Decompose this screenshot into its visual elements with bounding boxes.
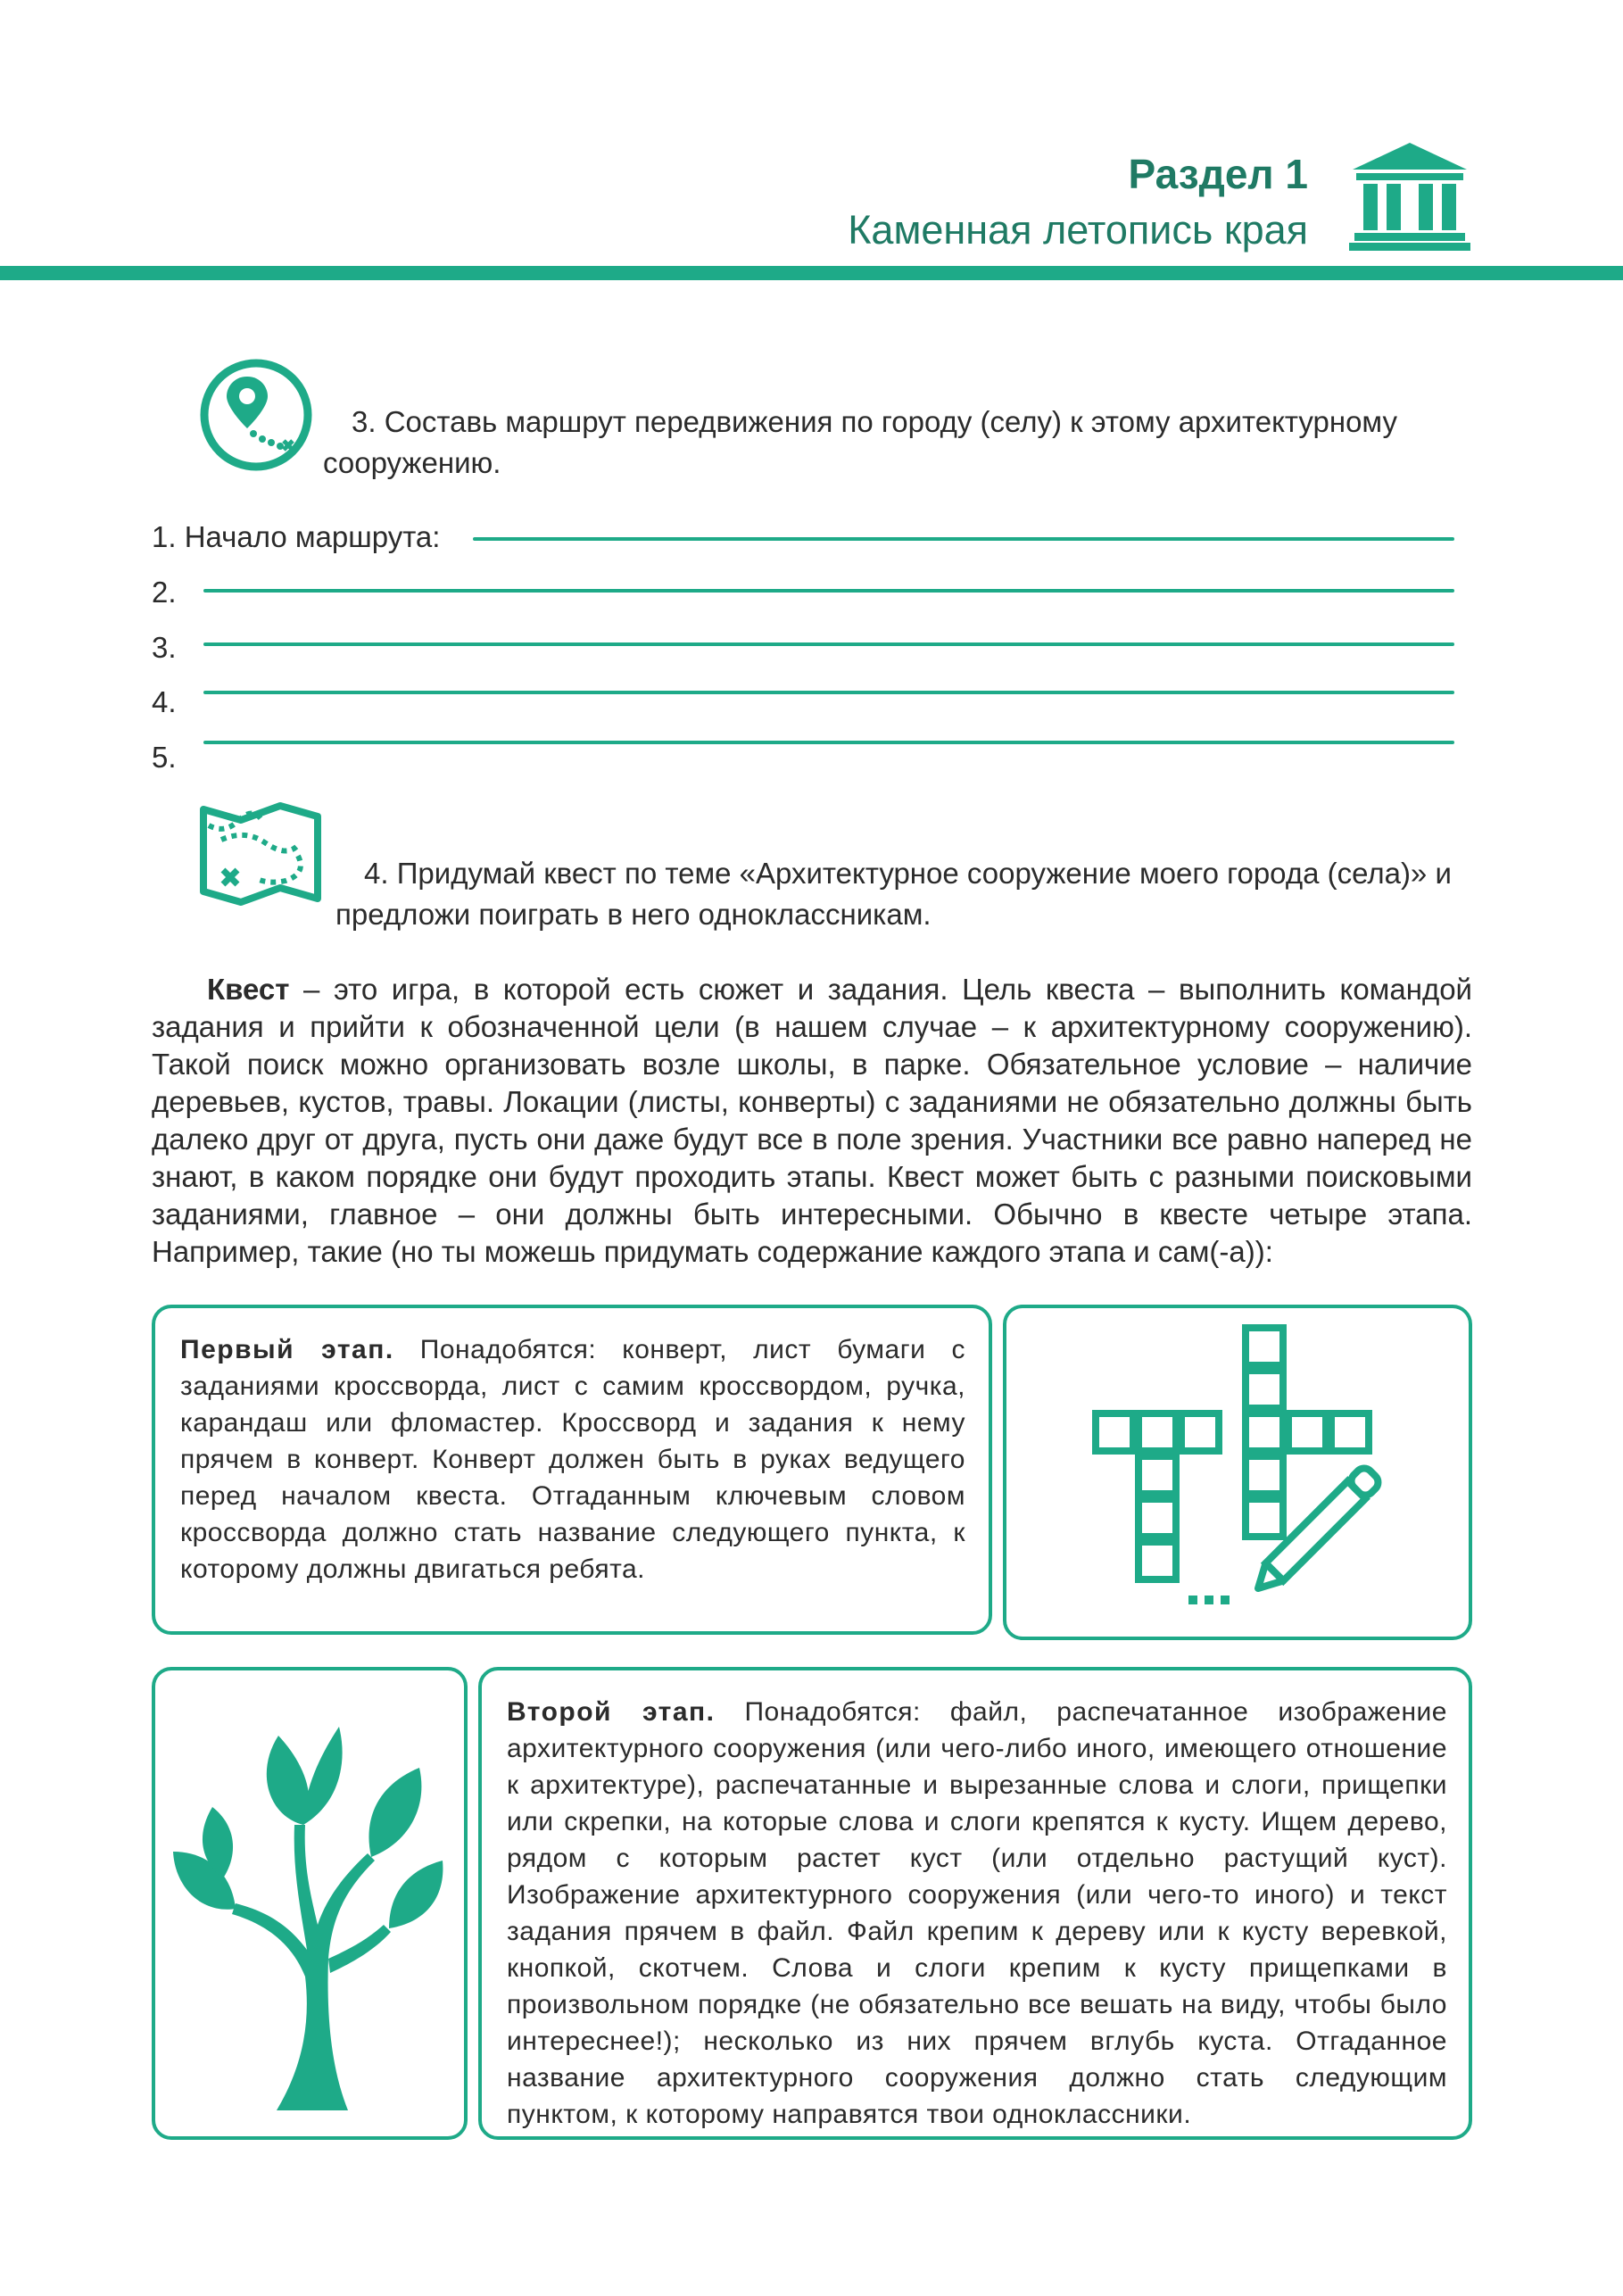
tree-icon: [170, 1691, 455, 2115]
quest-paragraph: [152, 971, 1472, 1271]
route-line-3[interactable]: [203, 642, 1454, 646]
route-item-3: 3.: [152, 631, 177, 664]
route-item-4: 4.: [152, 685, 177, 718]
header-bar: [0, 266, 1623, 280]
route-item-1: 1. Начало маршрута:: [152, 520, 441, 553]
route-item-5: 5.: [152, 741, 177, 774]
quest-term: Квест: [207, 973, 290, 1006]
route-map-pin-icon: [198, 357, 314, 473]
route-item-2: 2.: [152, 576, 177, 609]
section-number: Раздел 1: [1128, 151, 1308, 197]
stage2-title: Второй этап.: [507, 1697, 716, 1727]
quest-text: – это игра, в которой есть сюжет и задания. Цель квеста – выполнить командой задания и прийти к обозначенной цели (в нашем случае – к архитектурному сооружению). Такой поиск можно организовать возле школы, в парке. Обязательное условие – наличие деревьев, кустов, травы. Локации (листы, конверты) с заданиями не обязательно должны быть далеко друг от друга, пусть они даже будут все в поле зрения. Участники все равно наперед не знают, в каком порядке они будут проходить этапы. Квест может быть с разными поисковыми заданиями, главное – они должны быть интересными. Обычно в квесте четыре этапа. Например, такие (но ты можешь придумать содержание каждого этапа и сам(-а)):: [152, 973, 1472, 1268]
stage1-title: Первый этап.: [180, 1335, 394, 1364]
treasure-map-icon: [198, 799, 323, 910]
stage1-body: Понадобятся: конверт, лист бумаги с заданиями кроссворда, лист с самим кроссвордом, ручка, карандаш или фломастер. Кроссворд и задания к нему прячем в конверт. Конверт должен быть в руках ведущего перед началом квеста. Отгаданным ключевым словом кроссворда должно стать название следующего пункта, к которому должны двигаться ребята.: [180, 1335, 965, 1584]
task4-text: 4. Придумай квест по теме «Архитектурное сооружение моего города (села)» и предложи поиграть в него одноклассникам.: [335, 857, 1452, 931]
temple-icon: [1347, 139, 1472, 251]
stage1-text: [180, 1331, 965, 1587]
crossword-pencil-icon: [1089, 1321, 1392, 1615]
route-line-1[interactable]: [473, 537, 1454, 541]
route-line-2[interactable]: [203, 589, 1454, 593]
task3-text: 3. Составь маршрут передвижения по городу (селу) к этому архитектурному сооружению.: [323, 405, 1397, 479]
stage2-text: [507, 1694, 1447, 2133]
stage2-body: Понадобятся: файл, распечатанное изображение архитектурного сооружения (или чего-либо иного, имеющего отношение к архитектуре), распечатанные и вырезанные слова и слоги, прищепки или скрепки, на которые слова и слоги крепятся к кусту. Ищем дерево, рядом с которым растет куст (или отдельно растущий куст). Изображение архитектурного сооружения (или чего-то иного) и текст задания прячем в файл. Файл крепим к дереву или к кусту веревкой, кнопкой, скотчем. Слова и слоги крепим к кусту прищепками в произвольном порядке (не обязательно все вешать на виду, чтобы было интереснее!); несколько из них прячем вглубь куста. Отгаданное название архитектурного сооружения должно стать следующим пунктом, к которому направятся твои одноклассники.: [507, 1697, 1447, 2129]
section-title: Каменная летопись края: [848, 207, 1308, 253]
route-line-5[interactable]: [203, 741, 1454, 744]
route-line-4[interactable]: [203, 691, 1454, 694]
